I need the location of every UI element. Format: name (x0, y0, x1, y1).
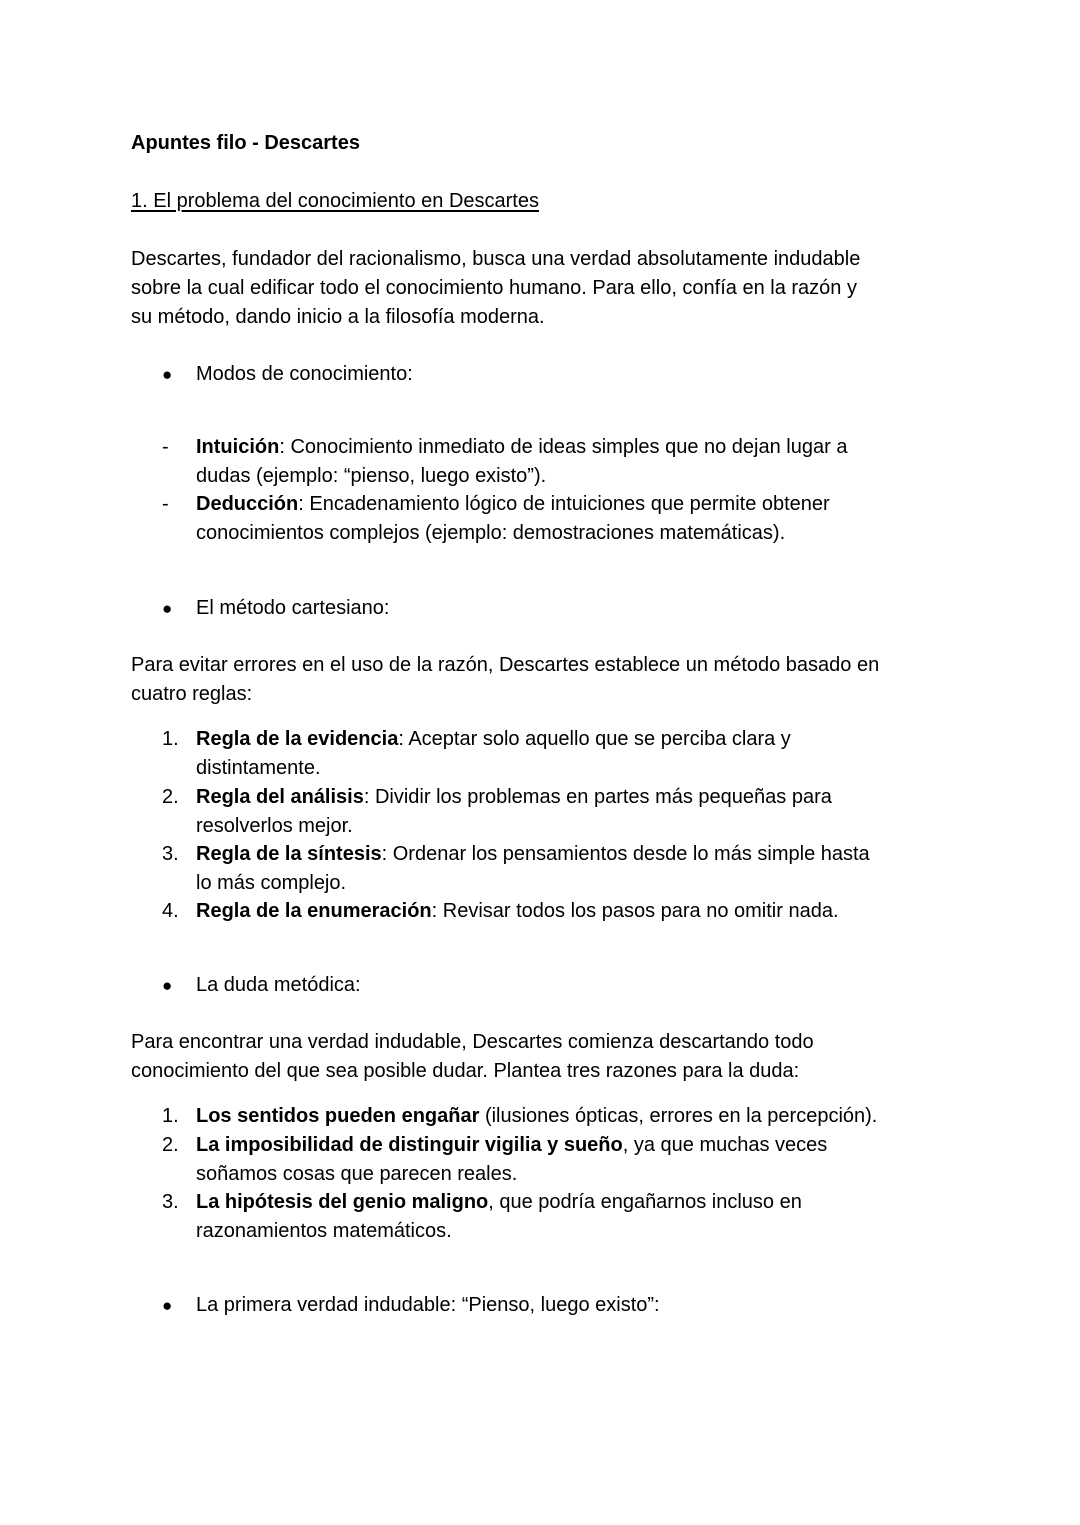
bullet-dot-icon: ● (162, 1296, 173, 1315)
intro-paragraph (131, 245, 860, 332)
term-bold: Regla de la síntesis (196, 843, 382, 865)
bullet-primera-verdad: ● La primera verdad indudable: “Pienso, luego existo”: (162, 1291, 660, 1320)
term-bold: Regla de la evidencia (196, 728, 399, 750)
list-number: 4. (162, 900, 179, 922)
list-number: 3. (162, 843, 179, 865)
dash-marker: - (162, 436, 169, 458)
metodo-line: cuatro reglas: (131, 683, 253, 705)
term-bold: Regla de la enumeración (196, 900, 432, 922)
list-number: 3. (162, 1191, 179, 1213)
term-bold: La imposibilidad de distinguir vigilia y sueño (196, 1134, 623, 1156)
bullet-dot-icon: ● (162, 599, 173, 618)
term-bold: Deducción (196, 493, 299, 515)
bullet-modos: ● Modos de conocimiento: (162, 360, 413, 389)
intro-line: su método, dando inicio a la filosofía moderna. (131, 306, 545, 328)
list-number: 1. (162, 1105, 179, 1127)
metodo-line: Para evitar errores en el uso de la razón, Descartes establece un método basado en (131, 654, 880, 676)
duda-line: conocimiento del que sea posible dudar. Plantea tres razones para la duda: (131, 1060, 800, 1082)
duda-paragraph (131, 1028, 814, 1086)
document-title: Apuntes filo - Descartes (131, 132, 360, 154)
intro-line: sobre la cual edificar todo el conocimiento humano. Para ello, confía en la razón y (131, 277, 857, 299)
bullet-dot-icon: ● (162, 976, 173, 995)
term-bold: La hipótesis del genio maligno (196, 1191, 489, 1213)
bullet-metodo: ● El método cartesiano: (162, 594, 389, 623)
list-number: 2. (162, 1134, 179, 1156)
term-bold: Intuición (196, 436, 280, 458)
intro-line: Descartes, fundador del racionalismo, busca una verdad absolutamente indudable (131, 248, 861, 270)
document-page: Apuntes filo - Descartes 1. El problema del conocimiento en Descartes Descartes, fundador del racionalismo, busca una verdad absolutamente indudable sobre la cual edificar todo el conocimiento humano. Para ello, confía en la razón y su método, dando inicio a la filosofía moderna. ● Modos de conocimiento: - Intuición: Conocimiento inmediato de ideas simples que no dejan lugar a dudas (ejemplo: “pienso, luego existo”). - Deducción: Encadenamiento lógico de intuiciones que permite obtener conocimientos complejos (ejemplo: demostraciones matemáticas). ● El método cartesiano: Para evitar errores en el uso de la razón, Descartes establece un método basado en cuatro reglas: 1. Regla de la evidencia: Aceptar solo aquello que se perciba clara y distintamente. 2. Regla del análisis: Dividir los problemas en partes más pequeñas para resolverlos mejor. 3. Regla de la síntesis: Ordenar los pensamientos desde lo más simple hasta lo más complejo. 4. Regla de la enumeración: Revisar todos los pasos para no omitir nada. ● La duda metódica: Para encontrar una verdad indudable, Descartes comienza descartando todo conocimiento del que sea posible dudar. Plantea tres razones para la duda: 1. Los sentidos pueden engañar (ilusiones ópticas, errores en la percepción). 2. La imposibilidad de distinguir vigilia y sueño, ya que muchas veces soñamos cosas que parecen reales. 3. La hipótesis del genio maligno, que podría engañarnos incluso en razonamientos matemáticos. ● La primera verdad indudable: “Pienso, luego existo”: (0, 0, 1080, 1525)
metodo-paragraph (131, 651, 879, 709)
duda-line: Para encontrar una verdad indudable, Descartes comienza descartando todo (131, 1031, 814, 1053)
term-bold: Regla del análisis (196, 786, 364, 808)
term-bold: Los sentidos pueden engañar (196, 1105, 480, 1127)
bullet-duda: ● La duda metódica: (162, 971, 361, 1000)
list-number: 1. (162, 728, 179, 750)
list-number: 2. (162, 786, 179, 808)
section-heading: 1. El problema del conocimiento en Descartes (131, 190, 539, 212)
bullet-dot-icon: ● (162, 365, 173, 384)
dash-marker: - (162, 493, 169, 515)
